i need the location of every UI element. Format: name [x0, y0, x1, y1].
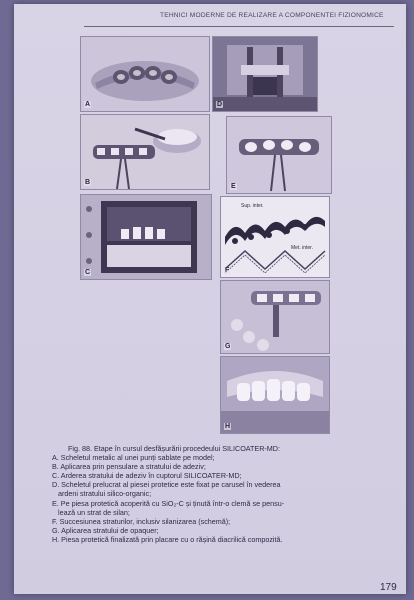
caption-line: ardeni stratului silico-organic;: [58, 489, 152, 499]
photo-panel-a: [80, 36, 210, 112]
panel-label: F: [225, 267, 230, 274]
running-header: TEHNICI MODERNE DE REALIZARE A COMPONENTEI FIZIONOMICE: [160, 12, 384, 19]
photo-panel-c: [80, 194, 212, 280]
panel-label: D: [217, 101, 223, 108]
caption-line: D. Scheletul prelucrat al piesei protetice este fixat pe carusel în vederea: [52, 480, 281, 490]
caption-line: lează un strat de silan;: [58, 507, 130, 517]
panel-label: G: [225, 343, 231, 350]
furnace-image: [81, 195, 211, 279]
page-number: 179: [380, 582, 397, 593]
panel-label: B: [85, 179, 91, 186]
caption-line: E. Pe piesa protetică acoperită cu SiO₂-C și ținută într-o clemă se pensu-: [52, 498, 285, 508]
opaquer-application-image: [221, 281, 329, 353]
diagram-bottom-label: Met. inter.: [291, 245, 313, 251]
photo-panel-d: [212, 36, 318, 112]
carousel-image: [213, 37, 317, 111]
caption-line: F. Succesiunea straturilor, inclusiv silanizarea (schemă);: [52, 516, 231, 526]
panel-label: A: [85, 101, 91, 108]
caption-line: B. Aplicarea prin pensulare a stratului de adeziv;: [52, 462, 206, 472]
finished-prosthesis-image: [221, 357, 329, 433]
photo-panel-h: [220, 356, 330, 434]
bridge-on-model-image: [81, 37, 209, 111]
photo-panel-b: [80, 114, 210, 190]
photo-panel-g: [220, 280, 330, 354]
header-rule: [84, 26, 394, 27]
panel-label: C: [85, 269, 91, 276]
layer-diagram-panel-f: [220, 196, 330, 278]
diagram-top-label: Sup. inter.: [241, 203, 264, 209]
caption-title: Fig. 88. Etape în cursul desfășurării procedeului SILICOATER-MD:: [68, 444, 280, 453]
adhesive-brushing-image: [81, 115, 209, 189]
photo-panel-e: [226, 116, 332, 194]
book-page: [14, 4, 406, 594]
figure-caption: [52, 444, 392, 544]
caption-line: C. Arderea stratului de adeziv în cuptorul SILICOATER-MD;: [52, 471, 242, 481]
panel-label: H: [225, 423, 231, 430]
caption-line: G. Aplicarea stratului de opaquer;: [52, 525, 159, 535]
caption-line: A. Scheletul metalic al unei punți sablate pe model;: [52, 453, 215, 463]
silane-brushing-image: [227, 117, 331, 193]
layer-sequence-diagram: [221, 197, 329, 277]
caption-line: H. Piesa protetică finalizată prin placare cu o rășină diacrilică compozită.: [52, 534, 283, 544]
panel-label: E: [231, 183, 236, 190]
